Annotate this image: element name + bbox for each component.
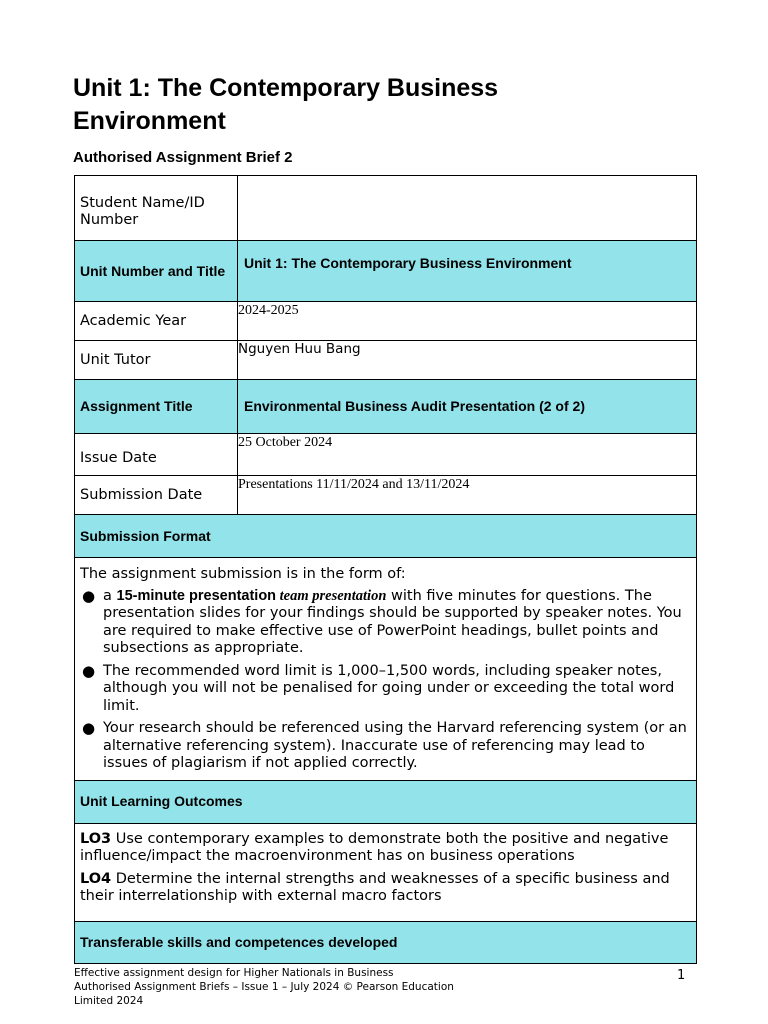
- format-bullet-item: [80, 663, 691, 716]
- submission-value: Presentations 11/11/2024 and 13/11/2024: [238, 476, 697, 515]
- skills-header: Transferable skills and competences developed: [75, 921, 697, 963]
- issue-value: 25 October 2024: [238, 434, 697, 476]
- footer-line-1: Effective assignment design for Higher Nationals in Business: [74, 967, 394, 979]
- page-number: 1: [677, 968, 686, 983]
- submission-row: [75, 476, 697, 515]
- bullet1-italic: team presentation: [276, 587, 387, 604]
- year-value: 2024-2025: [238, 302, 697, 341]
- bullet-dot-icon: ●: [82, 586, 96, 605]
- student-label: Student Name/ID Number: [75, 176, 238, 241]
- bullet1-rest: with five minutes for questions. The presentation slides for your findings should be supported by speaker notes. You are required to make effective use of PowerPoint headings, bullet points and subsections as appropriate.: [103, 587, 682, 656]
- lo3-item: [80, 831, 691, 866]
- student-value[interactable]: [238, 176, 697, 241]
- lo4-item: [80, 871, 691, 906]
- page-footer: [74, 966, 494, 1008]
- lo3-text: Use contemporary examples to demonstrate both the positive and negative influence/impact the macroenvironment has on business operations: [80, 830, 669, 864]
- student-row: [75, 176, 697, 241]
- outcomes-header-row: [75, 780, 697, 823]
- format-header-row: [75, 515, 697, 558]
- tutor-value: Nguyen Huu Bang: [238, 341, 697, 380]
- page-title: Unit 1: The Contemporary Business Environment: [73, 74, 499, 135]
- unit-value: Unit 1: The Contemporary Business Environment: [238, 241, 697, 302]
- bullet-dot-icon: ●: [82, 661, 96, 680]
- footer-line-3: Limited 2024: [74, 995, 144, 1007]
- format-bullet-item: [80, 588, 691, 658]
- outcomes-header: Unit Learning Outcomes: [75, 780, 697, 823]
- issue-label: Issue Date: [75, 434, 238, 476]
- brief-subtitle: Authorised Assignment Brief 2: [73, 149, 293, 166]
- format-bullet-list: [80, 588, 691, 773]
- issue-row: [75, 434, 697, 476]
- unit-row: [75, 241, 697, 302]
- assignment-row: [75, 380, 697, 434]
- assignment-label: Assignment Title: [75, 380, 238, 434]
- format-header: Submission Format: [75, 515, 697, 558]
- format-bullet-item: [80, 720, 691, 773]
- outcomes-content-row: [75, 823, 697, 921]
- outcomes-content: [75, 823, 697, 921]
- year-row: [75, 302, 697, 341]
- format-content-row: [75, 558, 697, 781]
- unit-label: Unit Number and Title: [75, 241, 238, 302]
- footer-line-2: Authorised Assignment Briefs – Issue 1 – July 2024 © Pearson Education: [74, 981, 454, 993]
- bullet1-prefix: a: [103, 587, 117, 604]
- bullet2-text: The recommended word limit is 1,000–1,500 words, including speaker notes, although you will not be penalised for going under or exceeding the total word limit.: [103, 662, 675, 714]
- year-label: Academic Year: [75, 302, 238, 341]
- lo3-code: LO3: [80, 830, 112, 847]
- format-intro: The assignment submission is in the form of:: [80, 566, 406, 582]
- assignment-value: Environmental Business Audit Presentation (2 of 2): [238, 380, 697, 434]
- assignment-brief-table: [74, 175, 697, 964]
- tutor-row: [75, 341, 697, 380]
- submission-label: Submission Date: [75, 476, 238, 515]
- bullet3-text: Your research should be referenced using the Harvard referencing system (or an alternative referencing system). Inaccurate use of referencing may lead to issues of plagiarism if not applied correctly.: [103, 720, 687, 771]
- bullet1-bold: 15-minute presentation: [116, 587, 277, 604]
- format-content: [75, 558, 697, 781]
- lo4-text: Determine the internal strengths and weaknesses of a specific business and their interrelationship with external macro factors: [80, 870, 670, 904]
- skills-header-row: [75, 921, 697, 963]
- tutor-label: Unit Tutor: [75, 341, 238, 380]
- lo4-code: LO4: [80, 870, 112, 887]
- bullet-dot-icon: ●: [82, 719, 96, 737]
